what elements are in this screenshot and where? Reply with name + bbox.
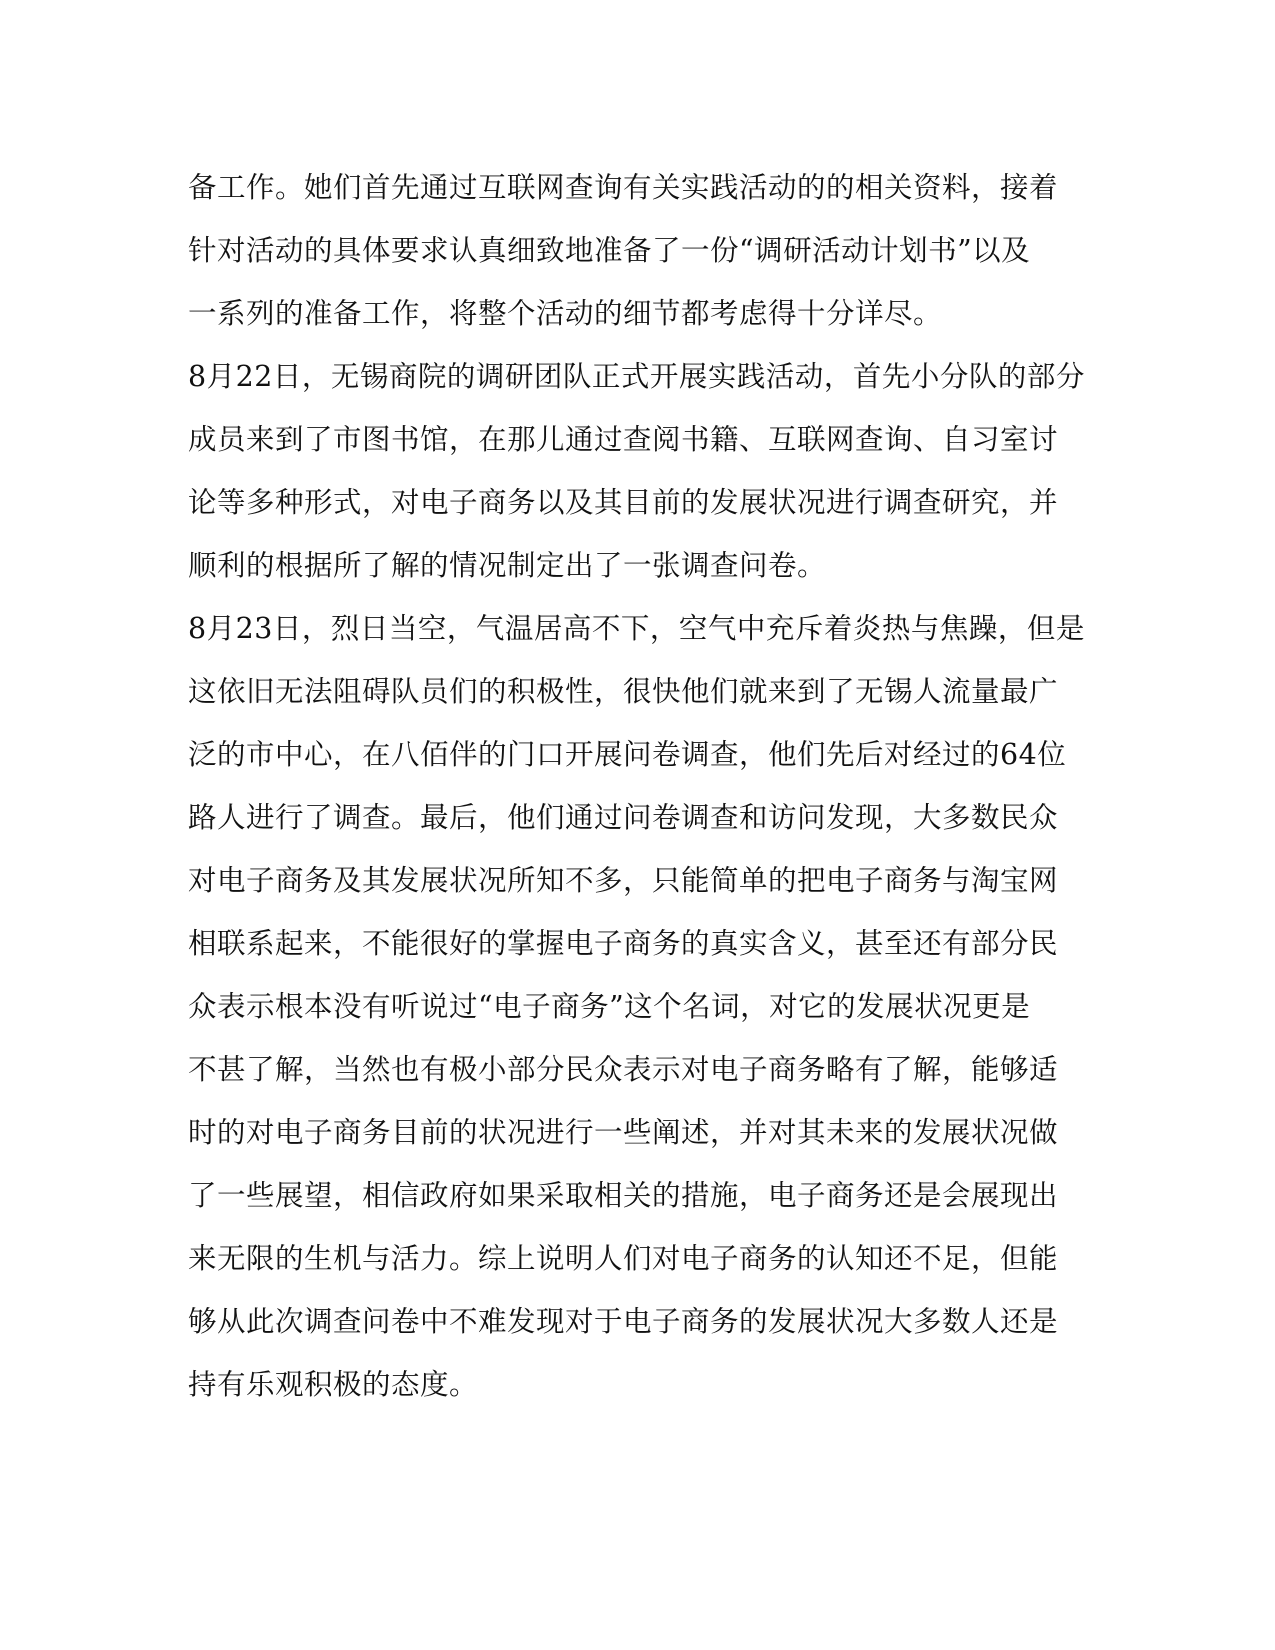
text-line: 备工作。她们首先通过互联网查询有关实践活动的的相关资料，接着 — [188, 171, 1059, 204]
text-line: 8月22日，无锡商院的调研团队正式开展实践活动，首先小分队的部分 — [188, 360, 1085, 393]
text-line: 论等多种形式，对电子商务以及其目前的发展状况进行调查研究，并 — [188, 486, 1059, 519]
text-line: 成员来到了市图书馆，在那儿通过查阅书籍、互联网查询、自习室讨 — [188, 423, 1059, 456]
text-line: 针对活动的具体要求认真细致地准备了一份“调研活动计划书”以及 — [188, 234, 1031, 267]
text-line: 8月23日，烈日当空，气温居高不下，空气中充斥着炎热与焦躁，但是 — [188, 612, 1085, 645]
text-line: 路人进行了调查。最后，他们通过问卷调查和访问发现，大多数民众 — [188, 801, 1059, 834]
text-line: 够从此次调查问卷中不难发现对于电子商务的发展状况大多数人还是 — [188, 1305, 1059, 1338]
text-line: 顺利的根据所了解的情况制定出了一张调查问卷。 — [188, 549, 827, 582]
text-line: 泛的市中心，在八佰伴的门口开展问卷调查，他们先后对经过的64位 — [188, 738, 1067, 771]
text-line: 不甚了解，当然也有极小部分民众表示对电子商务略有了解，能够适 — [188, 1053, 1059, 1086]
text-line: 相联系起来，不能很好的掌握电子商务的真实含义，甚至还有部分民 — [188, 927, 1059, 960]
text-line: 了一些展望，相信政府如果采取相关的措施，电子商务还是会展现出 — [188, 1179, 1059, 1212]
text-line: 持有乐观积极的态度。 — [188, 1368, 479, 1401]
text-line: 一系列的准备工作，将整个活动的细节都考虑得十分详尽。 — [188, 297, 943, 330]
text-line: 这依旧无法阻碍队员们的积极性，很快他们就来到了无锡人流量最广 — [188, 675, 1059, 708]
text-line: 众表示根本没有听说过“电子商务”这个名词，对它的发展状况更是 — [188, 990, 1031, 1023]
body-text — [188, 156, 1088, 1416]
text-line: 时的对电子商务目前的状况进行一些阐述，并对其未来的发展状况做 — [188, 1116, 1059, 1149]
text-line: 对电子商务及其发展状况所知不多，只能简单的把电子商务与淘宝网 — [188, 864, 1059, 897]
text-line: 来无限的生机与活力。综上说明人们对电子商务的认知还不足，但能 — [188, 1242, 1059, 1275]
